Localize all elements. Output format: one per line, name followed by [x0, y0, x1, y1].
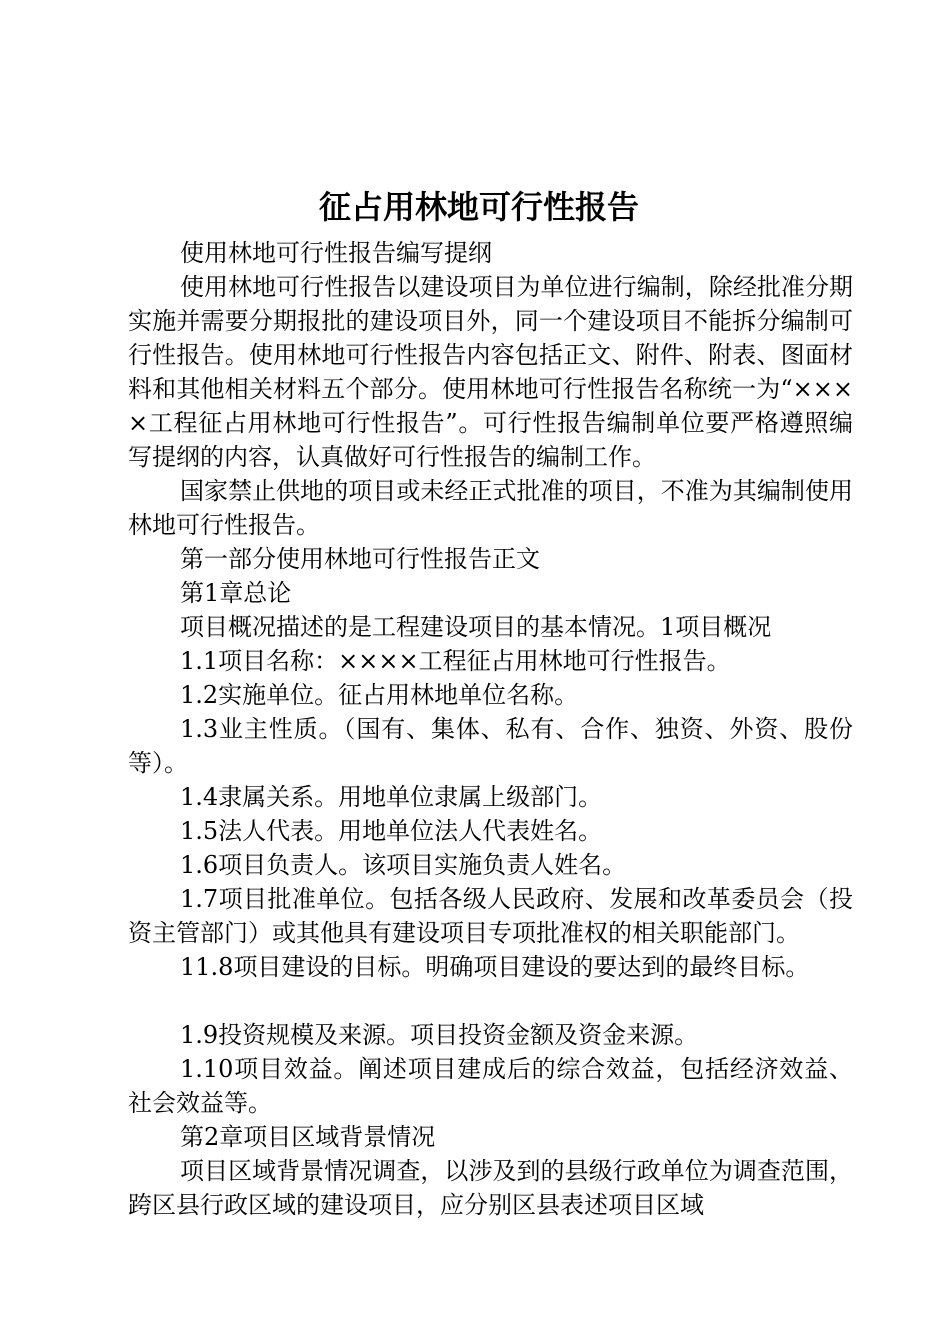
paragraph: 1.10项目效益。阐述项目建成后的综合效益，包括经济效益、社会效益等。 — [128, 1055, 853, 1117]
paragraph: 1.3业主性质。（国有、集体、私有、合作、独资、外资、股份等）。 — [128, 715, 853, 777]
paragraph: 项目概况描述的是工程建设项目的基本情况。1项目概况 — [180, 613, 772, 641]
paragraph: 1.5法人代表。用地单位法人代表姓名。 — [180, 817, 603, 845]
paragraph: 1.2实施单位。征占用林地单位名称。 — [180, 681, 579, 709]
paragraph: 使用林地可行性报告以建设项目为单位进行编制，除经批准分期实施并需要分期报批的建设项目外，同一个建设项目不能拆分编制可行性报告。使用林地可行性报告内容包括正文、附件、附表、图面材料和其他相关材料五个部分。使用林地可行性报告名称统一为“××××工程征占用林地可行性报告”。可行性报告编制单位要严格遵照编写提纲的内容，认真做好可行性报告的编制工作。 — [128, 273, 853, 471]
paragraph: 国家禁止供地的项目或未经正式批准的项目，不准为其编制使用林地可行性报告。 — [128, 477, 853, 539]
paragraph: 1.6项目负责人。该项目实施负责人姓名。 — [180, 851, 627, 879]
paragraph: 项目区域背景情况调查，以涉及到的县级行政单位为调查范围，跨区县行政区域的建设项目，应分别区县表述项目区域 — [128, 1157, 853, 1219]
paragraph: 1.4隶属关系。用地单位隶属上级部门。 — [180, 783, 603, 811]
paragraph: 1.1项目名称：××××工程征占用林地可行性报告。 — [180, 647, 731, 675]
paragraph: 第1章总论 — [180, 579, 292, 607]
paragraph: 1.9投资规模及来源。项目投资金额及资金来源。 — [180, 1021, 699, 1049]
document-title: 征占用林地可行性报告 — [318, 188, 639, 226]
document-body — [128, 236, 853, 1222]
paragraph: 第一部分使用林地可行性报告正文 — [180, 545, 540, 573]
paragraph: 1.7项目批准单位。包括各级人民政府、发展和改革委员会（投资主管部门）或其他具有建设项目专项批准权的相关职能部门。 — [128, 885, 853, 947]
paragraph: 使用林地可行性报告编写提纲 — [180, 239, 492, 267]
paragraph: 第2章项目区域背景情况 — [180, 1123, 436, 1151]
paragraph: 11.8项目建设的目标。明确项目建设的要达到的最终目标。 — [180, 953, 810, 981]
